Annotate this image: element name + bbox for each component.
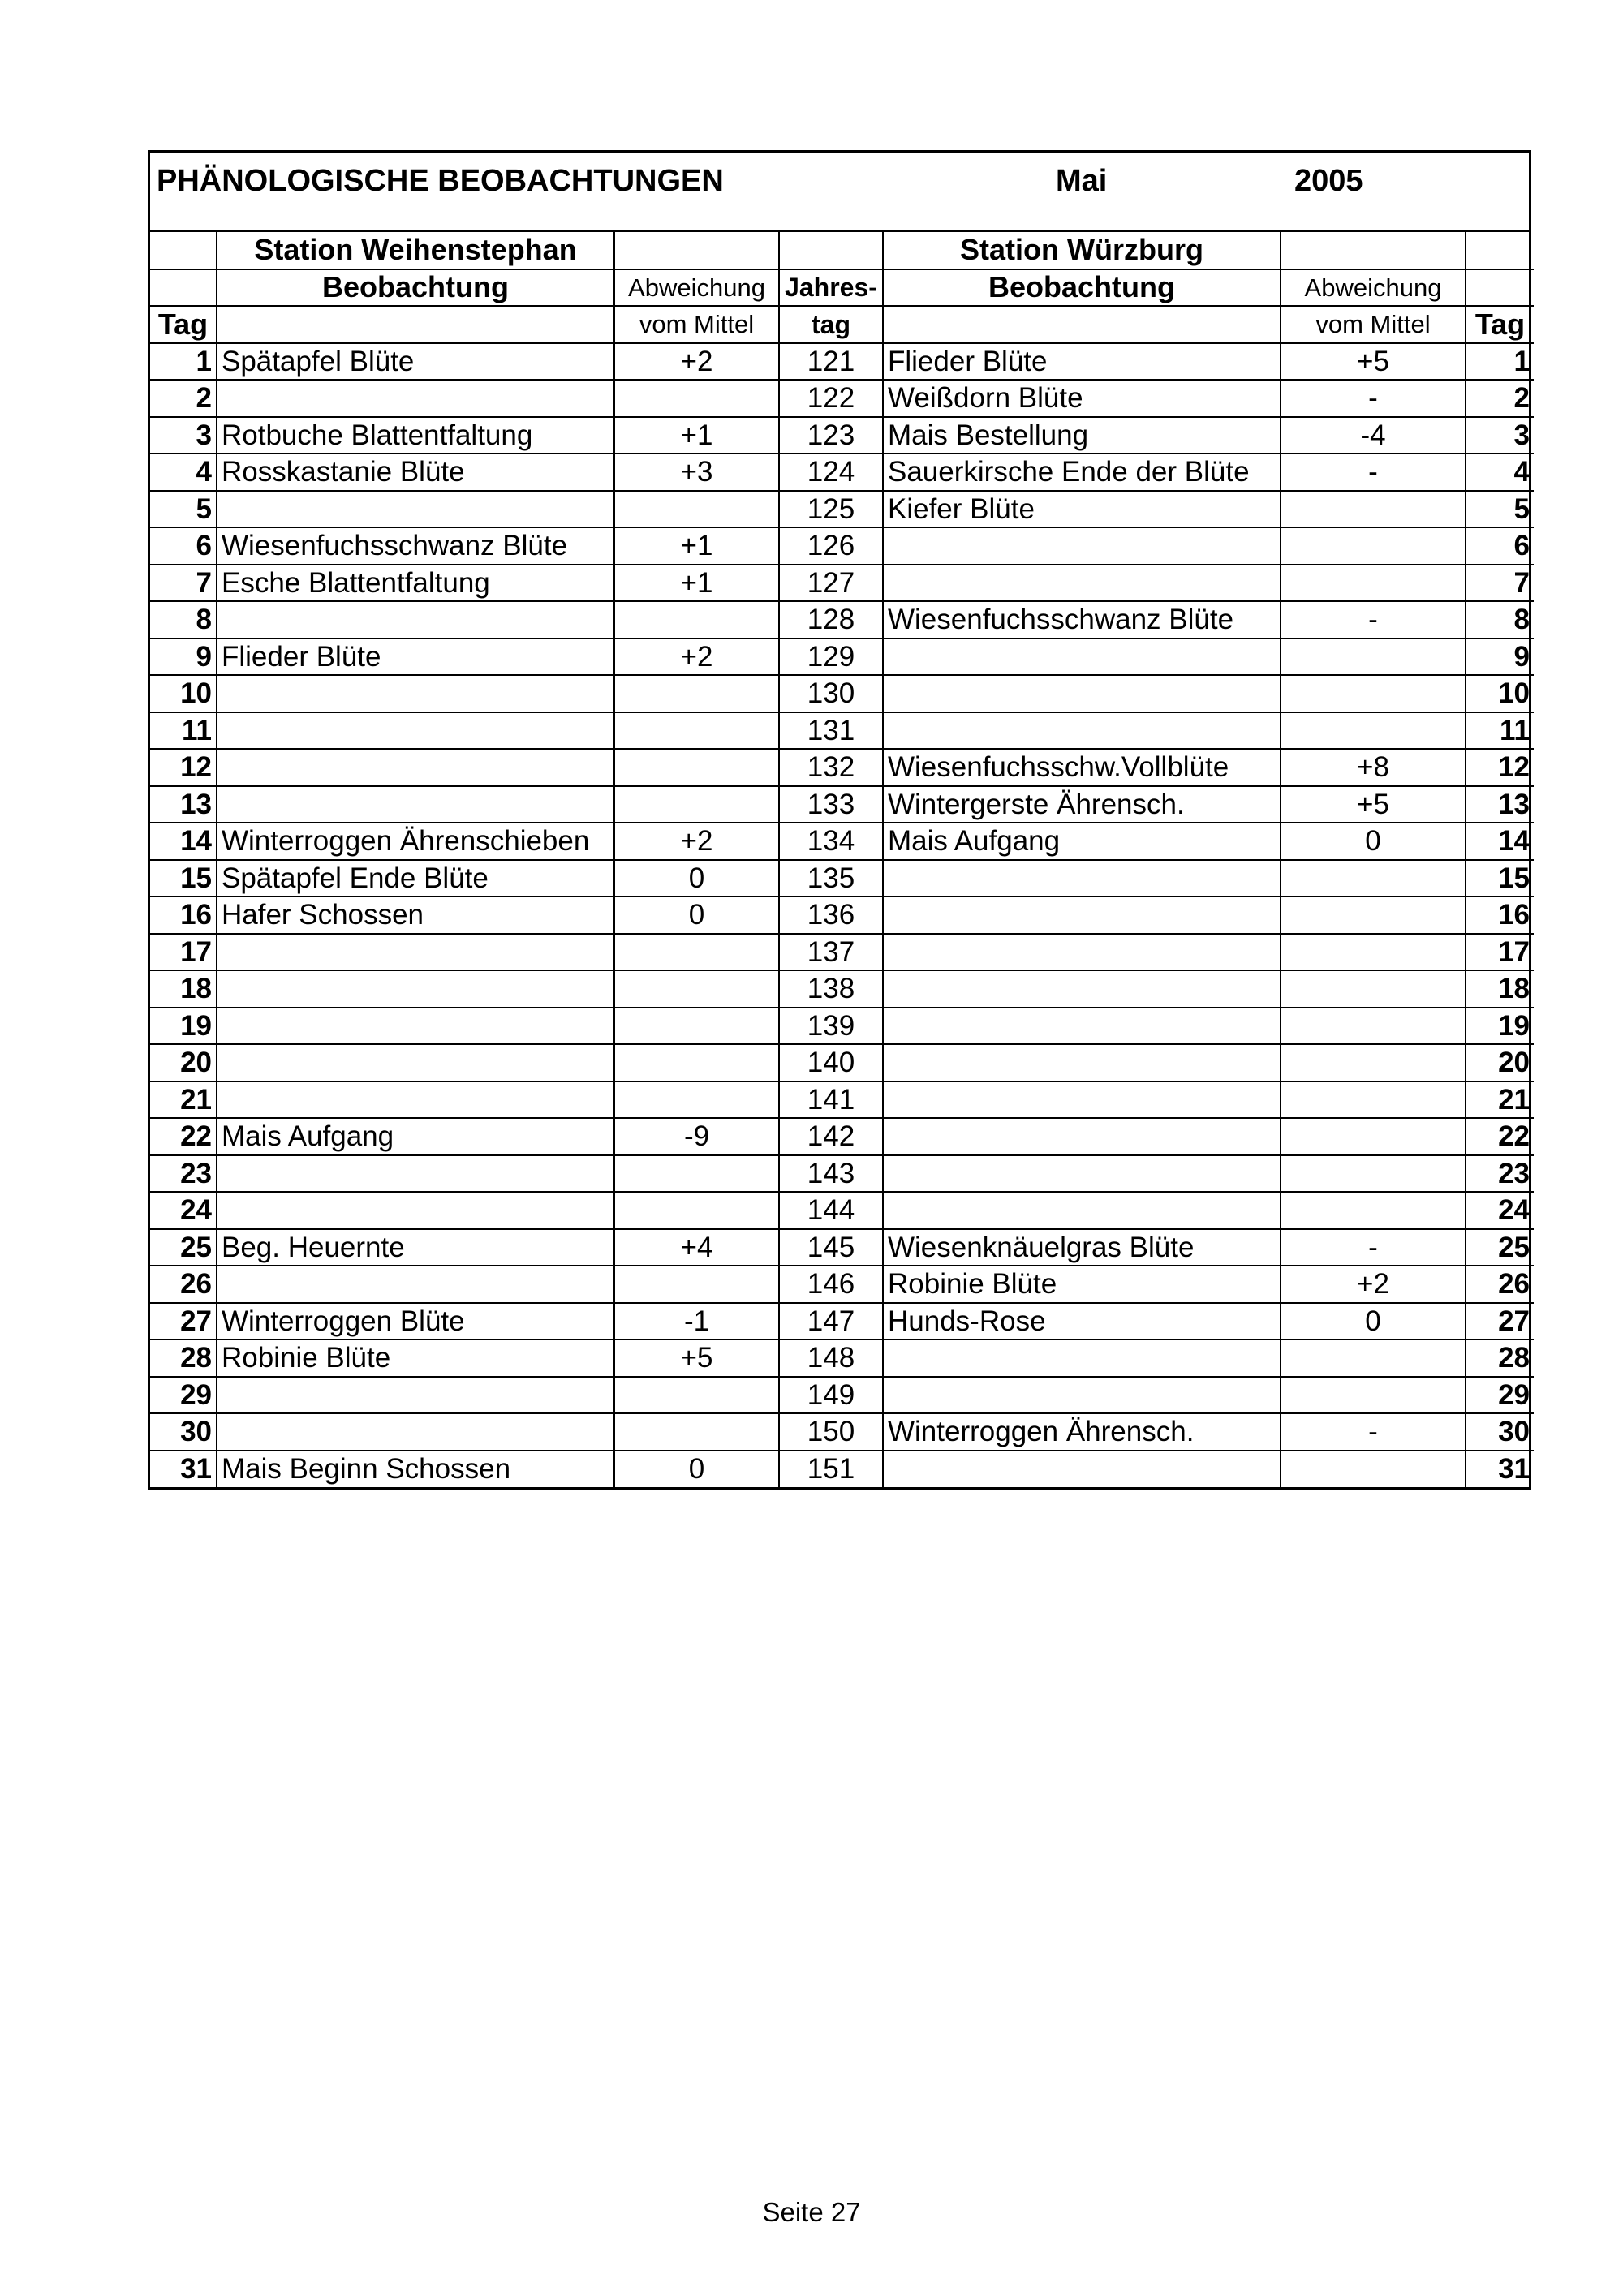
- day-of-year: 126: [779, 527, 883, 565]
- table-row: [150, 1008, 1534, 1045]
- deviation-right: [1281, 1339, 1466, 1377]
- day-number-left: 3: [150, 417, 217, 454]
- deviation-right: +5: [1281, 786, 1466, 823]
- table-row: [150, 749, 1534, 786]
- day-number-right: 31: [1466, 1451, 1534, 1488]
- table-row: [150, 601, 1534, 638]
- observation-right: Wintergerste Ährensch.: [883, 786, 1281, 823]
- day-number-right: 29: [1466, 1377, 1534, 1414]
- vom-mittel-right-header: vom Mittel: [1281, 306, 1466, 343]
- day-number-right: 23: [1466, 1155, 1534, 1193]
- deviation-right: +2: [1281, 1266, 1466, 1303]
- observation-left: Winterroggen Blüte: [217, 1303, 614, 1340]
- table-row: [150, 860, 1534, 897]
- deviation-right: -: [1281, 601, 1466, 638]
- jahrestag-header-bottom: tag: [779, 306, 883, 343]
- deviation-right: +5: [1281, 343, 1466, 381]
- day-number-right: 14: [1466, 823, 1534, 860]
- station-left-header: Station Weihenstephan: [217, 232, 614, 269]
- deviation-right: [1281, 1081, 1466, 1119]
- observation-right: [883, 1192, 1281, 1229]
- table-row: [150, 1044, 1534, 1081]
- observation-right: [883, 934, 1281, 971]
- day-of-year: 135: [779, 860, 883, 897]
- day-number-right: 17: [1466, 934, 1534, 971]
- table-row: [150, 1339, 1534, 1377]
- table-row: [150, 454, 1534, 491]
- day-of-year: 143: [779, 1155, 883, 1193]
- day-number-left: 20: [150, 1044, 217, 1081]
- deviation-left: +1: [614, 565, 779, 602]
- day-number-right: 15: [1466, 860, 1534, 897]
- day-number-right: 2: [1466, 380, 1534, 417]
- table-row: [150, 565, 1534, 602]
- table-row: [150, 380, 1534, 417]
- deviation-left: +1: [614, 527, 779, 565]
- day-number-left: 24: [150, 1192, 217, 1229]
- table-row: [150, 1155, 1534, 1193]
- observation-right: [883, 1044, 1281, 1081]
- deviation-left: [614, 786, 779, 823]
- year-label: 2005: [1294, 164, 1363, 198]
- deviation-right: -: [1281, 1413, 1466, 1451]
- deviation-left: -9: [614, 1118, 779, 1155]
- table-row: [150, 786, 1534, 823]
- deviation-left: +2: [614, 343, 779, 381]
- day-number-left: 1: [150, 343, 217, 381]
- beobachtung-right-header: Beobachtung: [883, 269, 1281, 307]
- observation-right: Mais Aufgang: [883, 823, 1281, 860]
- day-number-left: 13: [150, 786, 217, 823]
- table-row: [150, 638, 1534, 676]
- observation-left: [217, 712, 614, 750]
- observation-right: [883, 1155, 1281, 1193]
- day-of-year: 141: [779, 1081, 883, 1119]
- observation-left: Spätapfel Blüte: [217, 343, 614, 381]
- day-number-right: 11: [1466, 712, 1534, 750]
- day-number-left: 17: [150, 934, 217, 971]
- observation-table: [150, 232, 1534, 1487]
- day-number-left: 25: [150, 1229, 217, 1266]
- day-number-right: 6: [1466, 527, 1534, 565]
- observation-right: [883, 565, 1281, 602]
- table-row: [150, 970, 1534, 1008]
- day-number-right: 7: [1466, 565, 1534, 602]
- deviation-right: [1281, 638, 1466, 676]
- beobachtung-left-header: Beobachtung: [217, 269, 614, 307]
- day-number-left: 2: [150, 380, 217, 417]
- deviation-right: +8: [1281, 749, 1466, 786]
- table-row: [150, 675, 1534, 712]
- observation-right: Hunds-Rose: [883, 1303, 1281, 1340]
- table-row: [150, 527, 1534, 565]
- deviation-right: [1281, 1008, 1466, 1045]
- observation-sheet: [148, 150, 1531, 1490]
- observation-left: Rosskastanie Blüte: [217, 454, 614, 491]
- day-of-year: 125: [779, 491, 883, 528]
- deviation-right: [1281, 1192, 1466, 1229]
- deviation-left: -1: [614, 1303, 779, 1340]
- observation-left: [217, 1192, 614, 1229]
- deviation-left: [614, 1377, 779, 1414]
- day-number-right: 10: [1466, 675, 1534, 712]
- deviation-left: [614, 712, 779, 750]
- day-number-right: 19: [1466, 1008, 1534, 1045]
- day-of-year: 147: [779, 1303, 883, 1340]
- table-row: [150, 1192, 1534, 1229]
- deviation-left: [614, 934, 779, 971]
- deviation-left: [614, 1081, 779, 1119]
- deviation-left: [614, 1044, 779, 1081]
- deviation-left: +2: [614, 638, 779, 676]
- day-number-left: 22: [150, 1118, 217, 1155]
- observation-right: Weißdorn Blüte: [883, 380, 1281, 417]
- day-number-left: 6: [150, 527, 217, 565]
- day-number-left: 9: [150, 638, 217, 676]
- observation-left: Spätapfel Ende Blüte: [217, 860, 614, 897]
- table-row: [150, 1303, 1534, 1340]
- day-of-year: 127: [779, 565, 883, 602]
- day-number-right: 4: [1466, 454, 1534, 491]
- day-number-right: 21: [1466, 1081, 1534, 1119]
- observation-left: Robinie Blüte: [217, 1339, 614, 1377]
- jahrestag-header-top: Jahres-: [779, 269, 883, 307]
- day-of-year: 148: [779, 1339, 883, 1377]
- table-row: [150, 491, 1534, 528]
- day-number-right: 28: [1466, 1339, 1534, 1377]
- deviation-right: -: [1281, 1229, 1466, 1266]
- day-number-right: 3: [1466, 417, 1534, 454]
- observation-right: [883, 712, 1281, 750]
- deviation-right: [1281, 527, 1466, 565]
- day-number-left: 4: [150, 454, 217, 491]
- day-number-right: 22: [1466, 1118, 1534, 1155]
- deviation-left: [614, 380, 779, 417]
- deviation-right: [1281, 565, 1466, 602]
- deviation-left: [614, 1266, 779, 1303]
- observation-right: Winterroggen Ährensch.: [883, 1413, 1281, 1451]
- observation-right: Wiesenfuchsschwanz Blüte: [883, 601, 1281, 638]
- observation-right: [883, 970, 1281, 1008]
- day-number-right: 12: [1466, 749, 1534, 786]
- day-number-left: 11: [150, 712, 217, 750]
- abweichung-left-header: Abweichung: [614, 269, 779, 307]
- observation-right: [883, 896, 1281, 934]
- day-of-year: 145: [779, 1229, 883, 1266]
- table-row: [150, 1377, 1534, 1414]
- table-row: [150, 1266, 1534, 1303]
- deviation-left: +4: [614, 1229, 779, 1266]
- observation-left: [217, 786, 614, 823]
- observation-left: [217, 1008, 614, 1045]
- observation-right: [883, 1451, 1281, 1488]
- table-row: [150, 1451, 1534, 1488]
- page-title: PHÄNOLOGISCHE BEOBACHTUNGEN: [157, 164, 724, 198]
- day-of-year: 130: [779, 675, 883, 712]
- observation-left: [217, 1377, 614, 1414]
- header-row-stations: [150, 232, 1534, 269]
- table-row: [150, 823, 1534, 860]
- observation-left: [217, 1081, 614, 1119]
- observation-left: [217, 675, 614, 712]
- table-row: [150, 1118, 1534, 1155]
- observation-right: [883, 1377, 1281, 1414]
- title-row: [150, 153, 1529, 232]
- deviation-right: -4: [1281, 417, 1466, 454]
- observation-right: [883, 1081, 1281, 1119]
- day-of-year: 129: [779, 638, 883, 676]
- day-number-left: 15: [150, 860, 217, 897]
- day-number-right: 8: [1466, 601, 1534, 638]
- observation-right: [883, 527, 1281, 565]
- day-of-year: 146: [779, 1266, 883, 1303]
- observation-right: Flieder Blüte: [883, 343, 1281, 381]
- day-of-year: 149: [779, 1377, 883, 1414]
- day-number-left: 14: [150, 823, 217, 860]
- day-number-right: 20: [1466, 1044, 1534, 1081]
- day-of-year: 140: [779, 1044, 883, 1081]
- day-of-year: 131: [779, 712, 883, 750]
- table-row: [150, 417, 1534, 454]
- page-number: Seite 27: [762, 2197, 861, 2227]
- deviation-left: +1: [614, 417, 779, 454]
- header-row-units: [150, 306, 1534, 343]
- month-label: Mai: [1056, 164, 1108, 198]
- observation-left: Mais Aufgang: [217, 1118, 614, 1155]
- day-number-right: 5: [1466, 491, 1534, 528]
- day-of-year: 124: [779, 454, 883, 491]
- day-number-left: 16: [150, 896, 217, 934]
- table-row: [150, 896, 1534, 934]
- tag-left-header: Tag: [150, 306, 217, 343]
- deviation-left: +3: [614, 454, 779, 491]
- deviation-right: [1281, 712, 1466, 750]
- deviation-left: +5: [614, 1339, 779, 1377]
- day-number-left: 21: [150, 1081, 217, 1119]
- observation-left: [217, 970, 614, 1008]
- day-of-year: 128: [779, 601, 883, 638]
- day-of-year: 121: [779, 343, 883, 381]
- deviation-left: [614, 970, 779, 1008]
- observation-left: [217, 380, 614, 417]
- day-number-left: 28: [150, 1339, 217, 1377]
- day-number-right: 25: [1466, 1229, 1534, 1266]
- day-number-left: 29: [150, 1377, 217, 1414]
- day-of-year: 137: [779, 934, 883, 971]
- deviation-right: [1281, 860, 1466, 897]
- deviation-left: [614, 1413, 779, 1451]
- observation-left: [217, 1044, 614, 1081]
- deviation-right: [1281, 491, 1466, 528]
- deviation-left: +2: [614, 823, 779, 860]
- day-number-right: 18: [1466, 970, 1534, 1008]
- observation-left: Mais Beginn Schossen: [217, 1451, 614, 1488]
- observation-left: Beg. Heuernte: [217, 1229, 614, 1266]
- header-row-columns: [150, 269, 1534, 307]
- deviation-left: 0: [614, 1451, 779, 1488]
- observation-right: [883, 860, 1281, 897]
- table-row: [150, 1081, 1534, 1119]
- station-right-header: Station Würzburg: [883, 232, 1281, 269]
- day-number-right: 30: [1466, 1413, 1534, 1451]
- observation-left: [217, 1155, 614, 1193]
- day-number-left: 31: [150, 1451, 217, 1488]
- deviation-right: [1281, 1155, 1466, 1193]
- day-number-right: 1: [1466, 343, 1534, 381]
- observation-right: Robinie Blüte: [883, 1266, 1281, 1303]
- day-number-left: 12: [150, 749, 217, 786]
- observation-right: [883, 1339, 1281, 1377]
- observation-right: Sauerkirsche Ende der Blüte: [883, 454, 1281, 491]
- day-number-right: 13: [1466, 786, 1534, 823]
- observation-right: [883, 675, 1281, 712]
- deviation-left: [614, 1155, 779, 1193]
- table-row: [150, 712, 1534, 750]
- deviation-left: [614, 601, 779, 638]
- day-of-year: 134: [779, 823, 883, 860]
- day-number-left: 27: [150, 1303, 217, 1340]
- day-of-year: 144: [779, 1192, 883, 1229]
- day-of-year: 133: [779, 786, 883, 823]
- deviation-left: 0: [614, 860, 779, 897]
- deviation-right: [1281, 1377, 1466, 1414]
- deviation-right: [1281, 1451, 1466, 1488]
- day-number-left: 10: [150, 675, 217, 712]
- deviation-right: -: [1281, 380, 1466, 417]
- day-number-left: 26: [150, 1266, 217, 1303]
- day-number-left: 30: [150, 1413, 217, 1451]
- deviation-right: [1281, 934, 1466, 971]
- observation-left: [217, 1266, 614, 1303]
- observation-left: Esche Blattentfaltung: [217, 565, 614, 602]
- day-number-right: 24: [1466, 1192, 1534, 1229]
- day-of-year: 123: [779, 417, 883, 454]
- abweichung-right-header: Abweichung: [1281, 269, 1466, 307]
- table-row: [150, 934, 1534, 971]
- table-row: [150, 1229, 1534, 1266]
- observation-right: [883, 1008, 1281, 1045]
- deviation-left: 0: [614, 896, 779, 934]
- vom-mittel-left-header: vom Mittel: [614, 306, 779, 343]
- day-of-year: 138: [779, 970, 883, 1008]
- table-row: [150, 1413, 1534, 1451]
- day-of-year: 150: [779, 1413, 883, 1451]
- deviation-right: 0: [1281, 1303, 1466, 1340]
- observation-left: Hafer Schossen: [217, 896, 614, 934]
- deviation-right: 0: [1281, 823, 1466, 860]
- observation-right: Mais Bestellung: [883, 417, 1281, 454]
- day-number-left: 19: [150, 1008, 217, 1045]
- observation-left: [217, 749, 614, 786]
- observation-right: [883, 638, 1281, 676]
- day-number-left: 18: [150, 970, 217, 1008]
- table-row: [150, 343, 1534, 381]
- observation-right: Wiesenfuchsschw.Vollblüte: [883, 749, 1281, 786]
- observation-left: [217, 491, 614, 528]
- day-number-right: 26: [1466, 1266, 1534, 1303]
- deviation-left: [614, 1192, 779, 1229]
- day-of-year: 122: [779, 380, 883, 417]
- day-of-year: 139: [779, 1008, 883, 1045]
- deviation-right: [1281, 675, 1466, 712]
- observation-right: [883, 1118, 1281, 1155]
- day-number-right: 9: [1466, 638, 1534, 676]
- deviation-left: [614, 749, 779, 786]
- observation-left: Flieder Blüte: [217, 638, 614, 676]
- day-number-left: 8: [150, 601, 217, 638]
- deviation-left: [614, 1008, 779, 1045]
- observation-left: Wiesenfuchsschwanz Blüte: [217, 527, 614, 565]
- observation-right: Kiefer Blüte: [883, 491, 1281, 528]
- day-number-right: 16: [1466, 896, 1534, 934]
- deviation-right: [1281, 970, 1466, 1008]
- observation-left: [217, 1413, 614, 1451]
- day-number-left: 7: [150, 565, 217, 602]
- observation-left: Winterroggen Ährenschieben: [217, 823, 614, 860]
- day-of-year: 142: [779, 1118, 883, 1155]
- deviation-right: [1281, 1118, 1466, 1155]
- deviation-right: [1281, 896, 1466, 934]
- day-of-year: 151: [779, 1451, 883, 1488]
- observation-right: Wiesenknäuelgras Blüte: [883, 1229, 1281, 1266]
- tag-right-header: Tag: [1466, 306, 1534, 343]
- deviation-right: [1281, 1044, 1466, 1081]
- observation-left: [217, 601, 614, 638]
- deviation-right: -: [1281, 454, 1466, 491]
- deviation-left: [614, 675, 779, 712]
- day-number-left: 23: [150, 1155, 217, 1193]
- day-number-right: 27: [1466, 1303, 1534, 1340]
- observation-left: [217, 934, 614, 971]
- day-of-year: 136: [779, 896, 883, 934]
- day-number-left: 5: [150, 491, 217, 528]
- observation-left: Rotbuche Blattentfaltung: [217, 417, 614, 454]
- day-of-year: 132: [779, 749, 883, 786]
- deviation-left: [614, 491, 779, 528]
